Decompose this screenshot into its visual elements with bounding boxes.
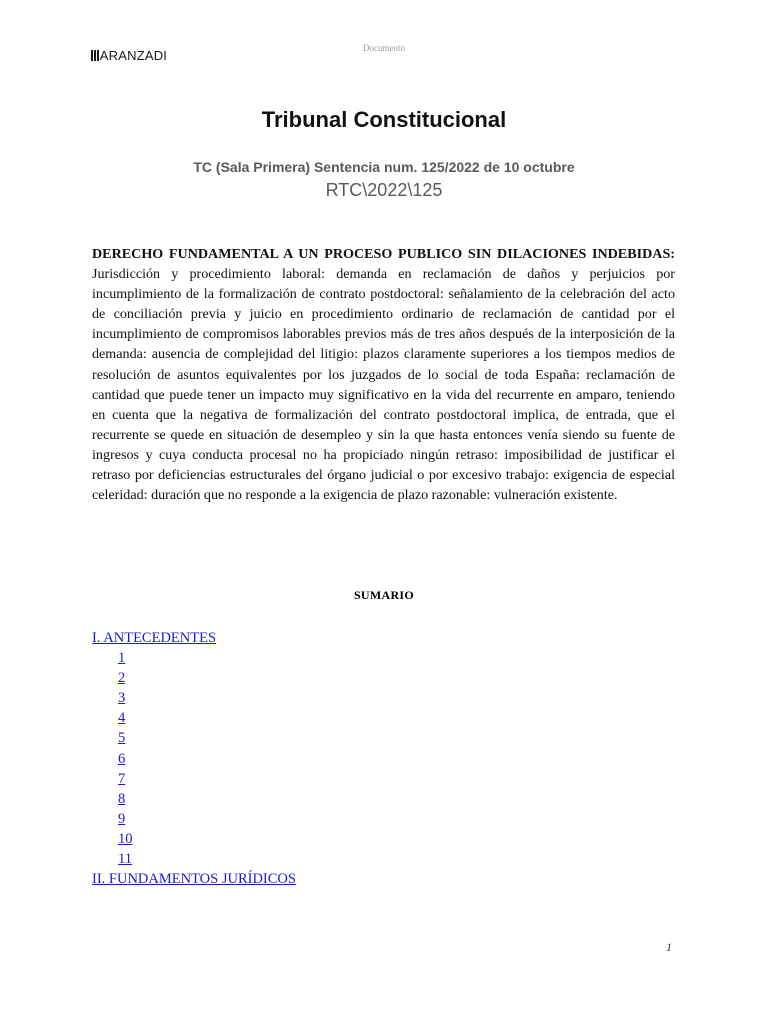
toc-item-link[interactable]: 3 xyxy=(118,690,126,707)
toc-item-link[interactable]: 8 xyxy=(118,790,126,807)
sentence-title: TC (Sala Primera) Sentencia num. 125/2022 de 10 octubre xyxy=(193,159,575,175)
document-label: Documento xyxy=(363,43,405,53)
table-of-contents xyxy=(92,628,296,889)
toc-item-link[interactable]: 4 xyxy=(118,710,126,727)
summary-heading: DERECHO FUNDAMENTAL A UN PROCESO PUBLICO SIN DILACIONES INDEBIDAS: xyxy=(92,246,675,262)
toc-item-link[interactable]: 11 xyxy=(118,851,132,868)
sumario-title: SUMARIO xyxy=(353,588,415,602)
reference-code: RTC\2022\125 xyxy=(325,180,443,200)
toc-fundamentos-link[interactable]: II. FUNDAMENTOS JURÍDICOS xyxy=(92,871,296,888)
toc-item-link[interactable]: 6 xyxy=(118,750,126,767)
toc-item-link[interactable]: 2 xyxy=(118,670,126,687)
page-number: 1 xyxy=(666,940,672,954)
toc-item-link[interactable]: 1 xyxy=(118,650,126,667)
logo-text: ARANZADI xyxy=(99,48,168,63)
toc-item-link[interactable]: 7 xyxy=(118,770,126,787)
toc-antecedentes-link[interactable]: I. ANTECEDENTES xyxy=(92,630,217,646)
summary-body: Jurisdicción y procedimiento laboral: demanda en reclamación de daños y perjuicios por incumplimiento de la formalización de contrato postdoctoral: señalamiento de la celebración del acto de conciliación previa y juicio en procedimiento ordinario de reclamación de cantidad por el incumplimiento de compromisos laborables previos más de tres años después de la interposición de la demanda: ausencia de complejidad del litigio: plazos claramente superiores a los tiempos medios de resolución de asuntos equivalentes por los juzgados de lo social de toda España: reclamación de cantidad que puede tener un impacto muy significativo en la vida del recurrente en amparo, teniendo en cuenta que la negativa de formalización del contrato postdoctoral implica, de entrada, que el recurrente se quede en situación de desempleo y sin la que hasta entonces venía siendo su fuente de ingresos y cuya conducta procesal no ha propiciado ningún retraso: imposibilidad de justificar el retraso por deficiencias estructurales del órgano judicial o por excesivo trabajo: exigencia de especial celeridad: duración que no responde a la exigencia de plazo razonable: vulneración existente. xyxy=(92,266,675,504)
summary-paragraph xyxy=(92,244,675,505)
toc-item-link[interactable]: 10 xyxy=(118,830,133,847)
toc-item-link[interactable]: 9 xyxy=(118,810,126,827)
court-title: Tribunal Constitucional xyxy=(261,107,507,132)
toc-item-link[interactable]: 5 xyxy=(118,730,126,747)
